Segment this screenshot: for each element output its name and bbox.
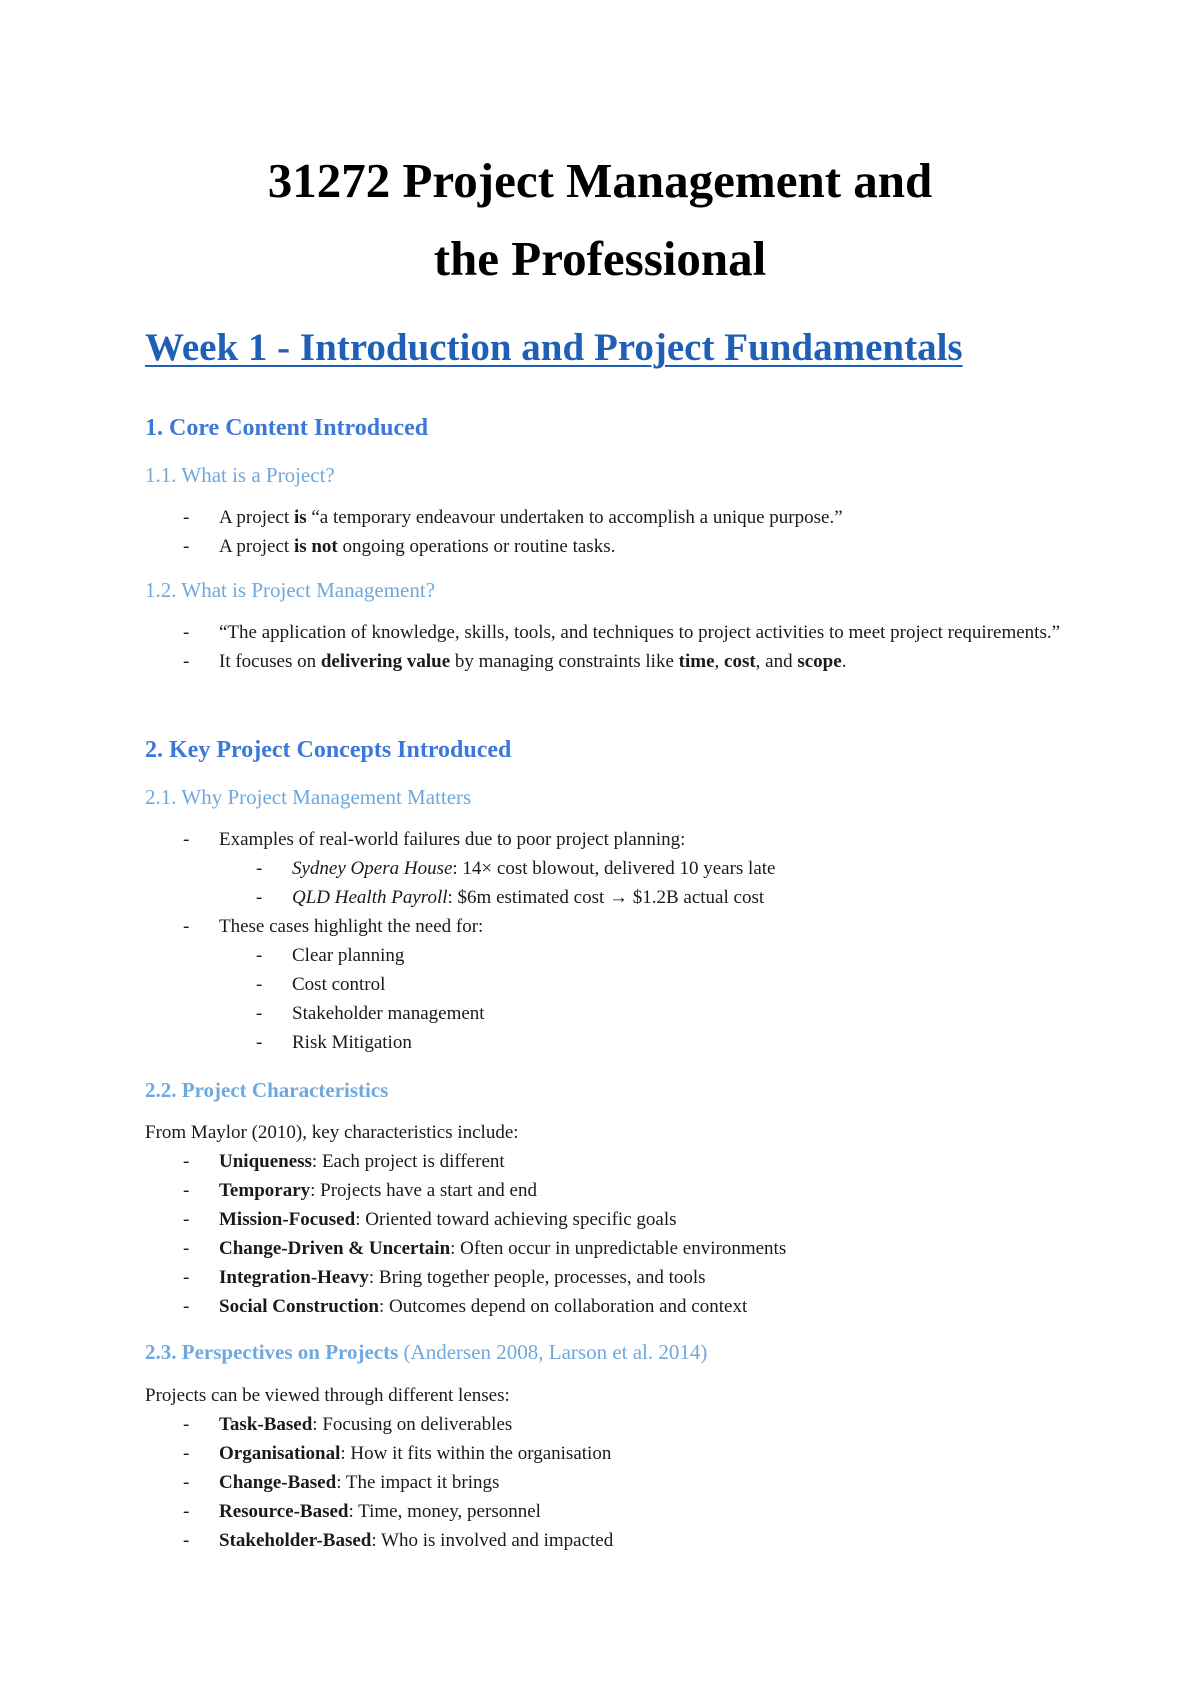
list-item: - Risk Mitigation (0, 1028, 775, 1057)
list-dash: - (183, 1151, 190, 1172)
list-item: - Mission-Focused: Oriented toward achieving specific goals (0, 1205, 786, 1234)
list-dash: - (183, 651, 190, 672)
list-item: - A project is “a temporary endeavour undertaken to accomplish a unique purpose.” (0, 503, 843, 532)
perspectives-intro: Projects can be viewed through different lenses: (145, 1385, 510, 1406)
list-item: - “The application of knowledge, skills, tools, and techniques to project activities to meet project requirements.” (0, 618, 1099, 647)
pm-definition-list (0, 618, 1099, 676)
section-1-heading: 1. Core Content Introduced (145, 415, 429, 441)
subsection-2-1-heading: 2.1. Why Project Management Matters (145, 785, 472, 809)
project-definition-list (0, 503, 843, 561)
list-item: - Stakeholder management (0, 999, 775, 1028)
list-item: - These cases highlight the need for: (0, 912, 775, 941)
list-item: - Clear planning (0, 941, 775, 970)
list-item: - Resource-Based: Time, money, personnel (0, 1497, 613, 1526)
list-dash: - (183, 1443, 190, 1464)
list-dash: - (183, 1414, 190, 1435)
list-item: - Uniqueness: Each project is different (0, 1147, 786, 1176)
section-2-heading: 2. Key Project Concepts Introduced (145, 737, 512, 763)
list-dash: - (183, 829, 190, 850)
list-dash: - (183, 1238, 190, 1259)
title-line-1: 31272 Project Management and (267, 153, 933, 208)
list-dash: - (183, 1296, 190, 1317)
list-dash: - (183, 1267, 190, 1288)
list-item: - Change-Based: The impact it brings (0, 1468, 613, 1497)
list-item: - QLD Health Payroll: $6m estimated cost → $1.2B actual cost (0, 883, 775, 912)
list-item: - Organisational: How it fits within the organisation (0, 1439, 613, 1468)
list-item: - Task-Based: Focusing on deliverables (0, 1410, 613, 1439)
list-dash: - (256, 858, 263, 879)
list-dash: - (183, 1530, 190, 1551)
subsection-1-1-heading: 1.1. What is a Project? (145, 463, 335, 487)
list-dash: - (256, 887, 263, 908)
list-item: - A project is not ongoing operations or routine tasks. (0, 532, 843, 561)
list-dash: - (256, 974, 263, 995)
list-dash: - (183, 916, 190, 937)
list-dash: - (183, 1180, 190, 1201)
list-item: - Integration-Heavy: Bring together people, processes, and tools (0, 1263, 786, 1292)
list-item: - It focuses on delivering value by managing constraints like time, cost, and scope. (0, 647, 1099, 676)
list-item: - Examples of real-world failures due to poor project planning: (0, 825, 775, 854)
characteristics-intro: From Maylor (2010), key characteristics include: (145, 1122, 519, 1143)
subsection-2-2-heading: 2.2. Project Characteristics (145, 1078, 389, 1102)
week-heading: Week 1 - Introduction and Project Fundamentals (145, 326, 963, 369)
list-dash: - (256, 1032, 263, 1053)
list-dash: - (183, 536, 190, 557)
subsection-1-2-heading: 1.2. What is Project Management? (145, 578, 436, 602)
list-dash: - (183, 1472, 190, 1493)
list-dash: - (183, 507, 190, 528)
subsection-2-3-heading: 2.3. Perspectives on Projects (Andersen 2008, Larson et al. 2014) (145, 1340, 708, 1364)
list-dash: - (183, 1501, 190, 1522)
title-line-2: the Professional (433, 231, 767, 286)
list-item: - Sydney Opera House: 14× cost blowout, delivered 10 years late (0, 854, 775, 883)
list-item: - Cost control (0, 970, 775, 999)
list-item: - Temporary: Projects have a start and end (0, 1176, 786, 1205)
failures-list (0, 825, 775, 1057)
list-item: - Change-Driven & Uncertain: Often occur in unpredictable environments (0, 1234, 786, 1263)
list-item: - Social Construction: Outcomes depend on collaboration and context (0, 1292, 786, 1321)
list-dash: - (256, 1003, 263, 1024)
characteristics-list (0, 1147, 786, 1321)
list-item: - Stakeholder-Based: Who is involved and impacted (0, 1526, 613, 1555)
list-dash: - (183, 622, 190, 643)
list-dash: - (256, 945, 263, 966)
perspectives-list (0, 1410, 613, 1555)
document-title (0, 142, 1200, 298)
list-dash: - (183, 1209, 190, 1230)
